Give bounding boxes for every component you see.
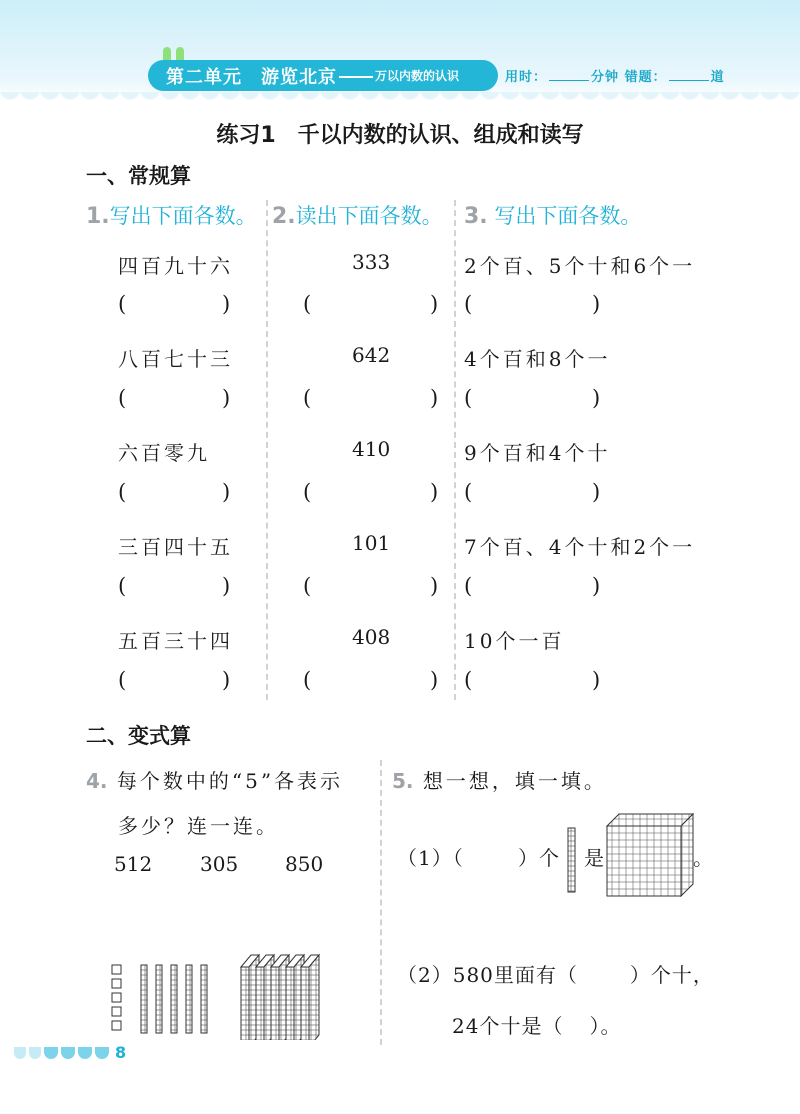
- q4-number[interactable]: 850: [285, 852, 324, 876]
- q2-item: 408: [352, 625, 391, 649]
- q1-item: 六百零九: [118, 441, 210, 465]
- q1-heading: 1.写出下面各数。: [86, 204, 257, 229]
- q5-part1-end: 。: [693, 846, 716, 870]
- header-scallop-edge: [0, 92, 800, 106]
- unit-title: 第二单元 游览北京: [166, 66, 337, 88]
- unit-banner: [148, 60, 498, 91]
- answer-paren-close: ): [222, 480, 231, 504]
- q5-part1-label: （1）（: [397, 846, 464, 870]
- q5-part2: （2）580里面有（ ）个十，: [397, 963, 714, 987]
- q3-item: 2个百、5个十和6个一: [464, 254, 696, 278]
- errors-blank[interactable]: [669, 70, 709, 81]
- unit-badge-ears: [163, 47, 187, 61]
- q2-item: 333: [352, 250, 391, 274]
- q4-text-line1: 4. 每个数中的“5”各表示: [86, 769, 344, 793]
- answer-paren-close: ): [430, 292, 439, 316]
- answer-paren-open: (: [464, 386, 473, 410]
- answer-paren-close: ): [222, 668, 231, 692]
- q3-heading: 3. 写出下面各数。: [464, 204, 642, 229]
- q1-item: 四百九十六: [118, 254, 233, 278]
- q5-heading: 5. 想一想，填一填。: [392, 769, 607, 793]
- section-2-title: 二、变式算: [86, 724, 191, 748]
- time-label: 用时：: [505, 70, 548, 85]
- answer-paren-close: ): [430, 668, 439, 692]
- answer-paren-close: ): [592, 668, 601, 692]
- q4-number[interactable]: 305: [200, 852, 239, 876]
- answer-paren-open: (: [303, 480, 312, 504]
- q3-item: 7个百、4个十和2个一: [464, 535, 696, 559]
- q3-item: 4个百和8个一: [464, 347, 611, 371]
- q1-item: 五百三十四: [118, 629, 233, 653]
- lesson-title: 练习1 千以内数的认识、组成和读写: [216, 123, 584, 148]
- time-record: [505, 66, 725, 85]
- q2-item: 410: [352, 437, 391, 461]
- errors-unit: 道: [710, 70, 725, 85]
- answer-paren-open: (: [303, 386, 312, 410]
- answer-paren-open: (: [464, 668, 473, 692]
- answer-paren-open: (: [303, 668, 312, 692]
- answer-paren-open: (: [464, 292, 473, 316]
- answer-paren-close: ): [592, 480, 601, 504]
- ones-cubes: [112, 965, 121, 1030]
- unit-subtitle: 万以内数的认识: [375, 69, 460, 83]
- thousand-cube-image: [605, 812, 697, 898]
- answer-paren-close: ): [430, 386, 439, 410]
- footer-decoration: [14, 1046, 112, 1060]
- answer-paren-close: ): [592, 292, 601, 316]
- answer-paren-close: ): [222, 574, 231, 598]
- answer-paren-close: ): [592, 386, 601, 410]
- tens-rod-image: [566, 826, 578, 894]
- hundreds-flats: [241, 955, 319, 1040]
- q5-part3: 24个十是（ ）。: [452, 1014, 622, 1038]
- answer-paren-close: ): [430, 574, 439, 598]
- q1-item: 三百四十五: [118, 535, 233, 559]
- divider-q2-q3: [454, 200, 456, 700]
- q2-heading: 2.读出下面各数。: [272, 204, 443, 229]
- answer-paren-close: ): [430, 480, 439, 504]
- divider-q4-q5: [380, 760, 382, 1045]
- answer-paren-open: (: [464, 574, 473, 598]
- dash-line: [339, 76, 373, 78]
- q2-item: 101: [352, 531, 391, 555]
- q5-part1-mid: ）个: [518, 846, 560, 870]
- answer-paren-open: (: [118, 574, 127, 598]
- answer-paren-open: (: [118, 292, 127, 316]
- answer-paren-close: ): [222, 292, 231, 316]
- tens-rods: [141, 965, 207, 1033]
- q3-item: 10个一百: [464, 629, 565, 653]
- answer-paren-close: ): [592, 574, 601, 598]
- q1-item: 八百七十三: [118, 347, 233, 371]
- answer-paren-open: (: [303, 292, 312, 316]
- answer-paren-close: ): [222, 386, 231, 410]
- page-number: 8: [115, 1043, 127, 1062]
- answer-paren-open: (: [118, 480, 127, 504]
- q2-item: 642: [352, 343, 391, 367]
- q4-number[interactable]: 512: [114, 852, 153, 876]
- errors-label: 错题：: [624, 70, 667, 85]
- answer-paren-open: (: [303, 574, 312, 598]
- answer-paren-open: (: [118, 668, 127, 692]
- answer-paren-open: (: [118, 386, 127, 410]
- time-unit: 分钟: [591, 70, 620, 85]
- q5-part1-is: 是: [584, 846, 607, 870]
- divider-q1-q2: [266, 200, 268, 700]
- time-blank[interactable]: [549, 70, 589, 81]
- answer-paren-open: (: [464, 480, 473, 504]
- q4-text-line2: 多少？连一连。: [118, 814, 279, 838]
- section-1-title: 一、常规算: [86, 164, 191, 188]
- q3-item: 9个百和4个十: [464, 441, 611, 465]
- base-ten-blocks[interactable]: [105, 935, 335, 1040]
